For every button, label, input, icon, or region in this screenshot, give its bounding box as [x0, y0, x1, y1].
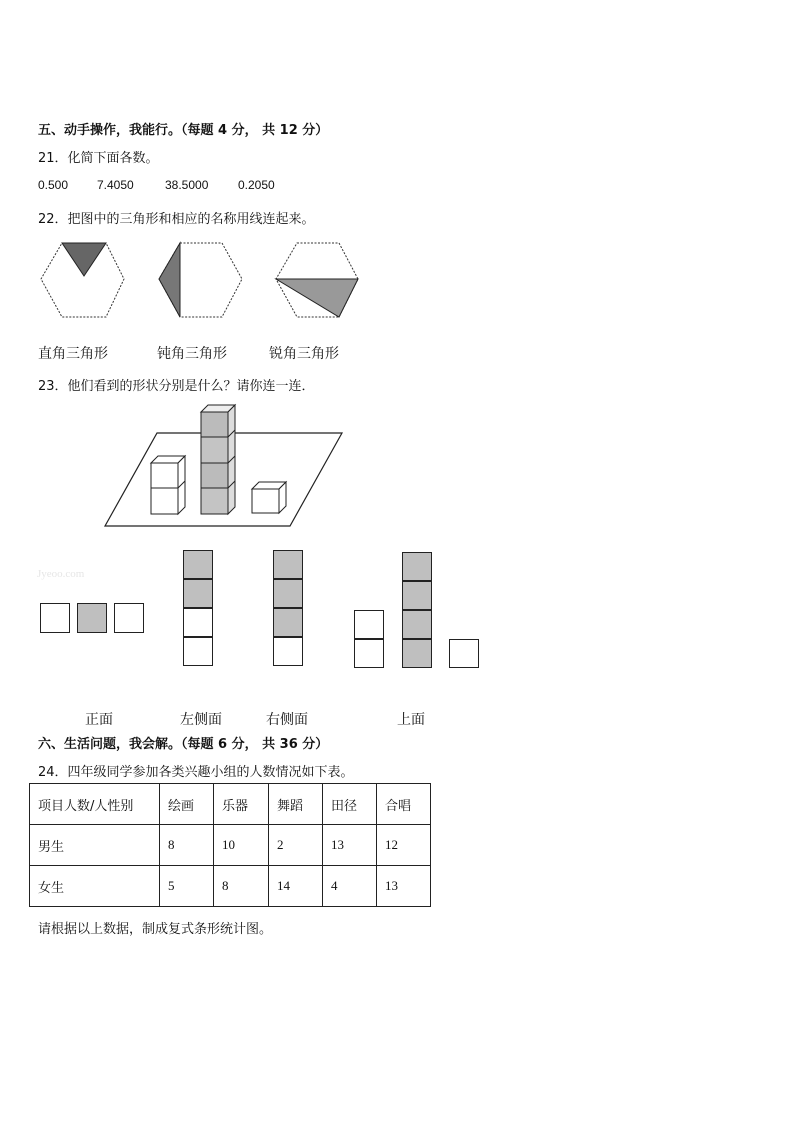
- label-obtuse-triangle: 钝角三角形: [157, 346, 227, 362]
- square: [354, 610, 384, 639]
- table-header-cell: 田径: [323, 784, 377, 825]
- label-front-view: 正面: [85, 712, 113, 728]
- label-right-view: 右侧面: [266, 712, 308, 728]
- table-cell: 2: [269, 825, 323, 866]
- square-shaded: [402, 581, 432, 610]
- square: [183, 637, 213, 666]
- square: [114, 603, 144, 633]
- square-shaded: [273, 608, 303, 637]
- number-3: 38.5000: [165, 178, 209, 192]
- hexagon-acute-triangle: [276, 243, 358, 317]
- table-cell: 5: [160, 866, 214, 907]
- section-5-title: 五、动手操作，我能行。（每题 4 分， 共 12 分）: [38, 123, 329, 138]
- number-1: 0.500: [38, 178, 69, 192]
- label-top-view: 上面: [397, 712, 425, 728]
- square-shaded: [402, 639, 432, 668]
- square: [273, 637, 303, 666]
- table-cell: 13: [377, 866, 431, 907]
- question-24-instruction: 请根据以上数据，制成复式条形统计图。: [38, 922, 273, 937]
- square: [40, 603, 70, 633]
- table-header-row: [30, 784, 431, 825]
- cube-stack-3d-figure: [100, 402, 350, 532]
- table-row: [30, 866, 431, 907]
- label-right-triangle: 直角三角形: [38, 346, 108, 362]
- hexagon-obtuse-triangle: [159, 243, 242, 317]
- square: [183, 608, 213, 637]
- square: [354, 639, 384, 668]
- table-header-cell: 合唱: [377, 784, 431, 825]
- square-shaded: [402, 552, 432, 581]
- section-6-title: 六、生活问题，我会解。（每题 6 分， 共 36 分）: [38, 737, 329, 752]
- table-cell: 8: [214, 866, 269, 907]
- table-header-cell: 舞蹈: [269, 784, 323, 825]
- number-4: 0.2050: [238, 178, 275, 192]
- table-cell: 4: [323, 866, 377, 907]
- table-row: [30, 825, 431, 866]
- square-shaded: [402, 610, 432, 639]
- question-23-text: 23．他们看到的形状分别是什么？请你连一连．: [38, 379, 315, 394]
- label-left-view: 左侧面: [180, 712, 222, 728]
- table-cell: 13: [323, 825, 377, 866]
- table-header-cell: 乐器: [214, 784, 269, 825]
- table-header-cell: 绘画: [160, 784, 214, 825]
- label-acute-triangle: 锐角三角形: [269, 346, 339, 362]
- table-cell: 12: [377, 825, 431, 866]
- square-shaded: [273, 579, 303, 608]
- table-cell: 男生: [30, 825, 160, 866]
- square: [449, 639, 479, 668]
- square-shaded: [183, 550, 213, 579]
- table-cell: 14: [269, 866, 323, 907]
- table-header-cell: 项目人数/人性别: [30, 784, 160, 825]
- square-shaded: [273, 550, 303, 579]
- square-shaded: [183, 579, 213, 608]
- hexagon-right-triangle: [41, 243, 124, 317]
- question-22-text: 22．把图中的三角形和相应的名称用线连起来。: [38, 212, 315, 227]
- watermark: Jyeoo.com: [37, 568, 85, 580]
- square-shaded: [77, 603, 107, 633]
- question-21-text: 21．化简下面各数。: [38, 151, 159, 166]
- number-2: 7.4050: [97, 178, 134, 192]
- question-24-text: 24．四年级同学参加各类兴趣小组的人数情况如下表。: [38, 765, 354, 780]
- table-cell: 10: [214, 825, 269, 866]
- hexagon-figures: [36, 238, 366, 323]
- table-cell: 女生: [30, 866, 160, 907]
- interest-group-table: [29, 783, 431, 907]
- table-cell: 8: [160, 825, 214, 866]
